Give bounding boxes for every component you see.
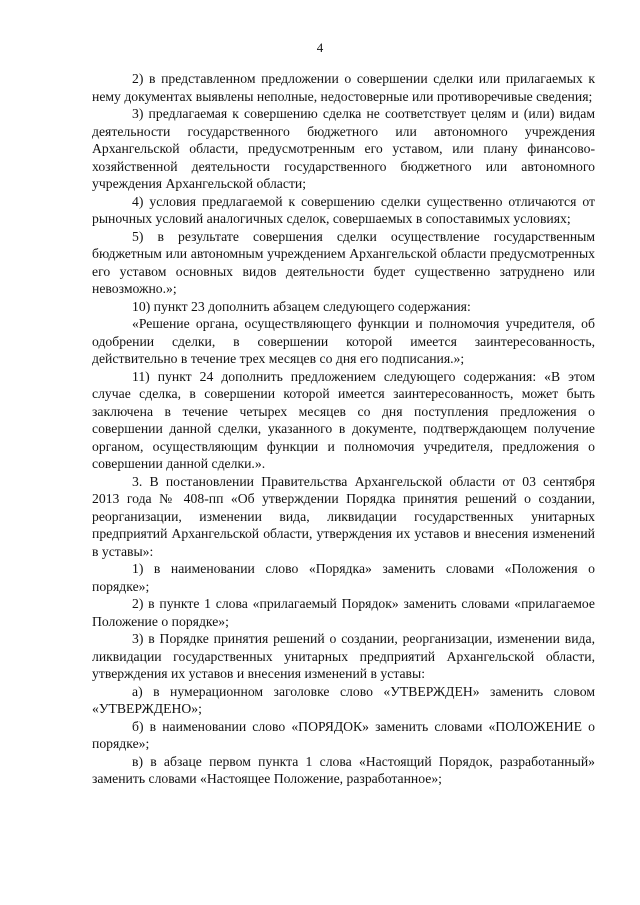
paragraph: 4) условия предлагаемой к совершению сделки существенно отличаются от рыночных условий аналогичных сделок, совершаемых в сопоставимых условиях; bbox=[92, 193, 595, 226]
paragraph: 1) в наименовании слово «Порядка» заменить словами «Положения о порядке»; bbox=[92, 561, 595, 594]
paragraph: а) в нумерационном заголовке слово «УТВЕРЖДЕН» заменить словом «УТВЕРЖДЕНО»; bbox=[92, 683, 595, 716]
page-number: 4 bbox=[316, 40, 324, 55]
paragraph: в) в абзаце первом пункта 1 слова «Настоящий Порядок, разработанный» заменить словами «Настоящее Положение, разработанное»; bbox=[92, 753, 595, 786]
paragraph: 11) пункт 24 дополнить предложением следующего содержания: «В этом случае сделка, в совершении которой имеется заинтересованность, может быть заключена в течение четырех месяцев со дня поступления предложения о совершении данной сделки, указанного в документе, подтверждающем получение органом, осуществляющим функции и полномочия учредителя, предложения о совершении данной сделки.». bbox=[92, 368, 595, 471]
paragraph: 5) в результате совершения сделки осуществление государственным бюджетным или автономным учреждением Архангельской области предусмотренных его уставом основных видов деятельности будет существенно затруднено или невозможно.»; bbox=[92, 228, 595, 296]
paragraph: 3. В постановлении Правительства Архангельской области от 03 сентября 2013 года № 408-пп «Об утверждении Порядка принятия решений о создании, реорганизации, изменении вида, ликвидации государственных унитарных предприятий Архангельской области, утверждения их уставов и внесения изменений в уставы»: bbox=[92, 473, 595, 559]
paragraph: 3) в Порядке принятия решений о создании, реорганизации, изменении вида, ликвидации государственных унитарных предприятий Архангельской области, утверждения их уставов и внесения изменений в уставы: bbox=[92, 631, 595, 681]
paragraph: 10) пункт 23 дополнить абзацем следующего содержания: bbox=[132, 298, 471, 314]
document-body bbox=[92, 70, 595, 788]
paragraph: 2) в пункте 1 слова «прилагаемый Порядок» заменить словами «прилагаемое Положение о порядке»; bbox=[92, 596, 595, 629]
paragraph: «Решение органа, осуществляющего функции и полномочия учредителя, об одобрении сделки, в совершении которой имеется заинтересованность, действительно в течение трех месяцев со дня его подписания.»; bbox=[92, 316, 595, 366]
paragraph: 3) предлагаемая к совершению сделка не соответствует целям и (или) видам деятельности государственного бюджетного или автономного учреждения Архангельской области, предусмотренным его уставом, или плану финансово-хозяйственной деятельности государственного бюджетного или автономного учреждения Архангельской области; bbox=[92, 106, 595, 191]
paragraph: 2) в представленном предложении о совершении сделки или прилагаемых к нему документах выявлены неполные, недостоверные или противоречивые сведения; bbox=[92, 71, 595, 104]
paragraph: б) в наименовании слово «ПОРЯДОК» заменить словами «ПОЛОЖЕНИЕ о порядке»; bbox=[92, 718, 595, 751]
